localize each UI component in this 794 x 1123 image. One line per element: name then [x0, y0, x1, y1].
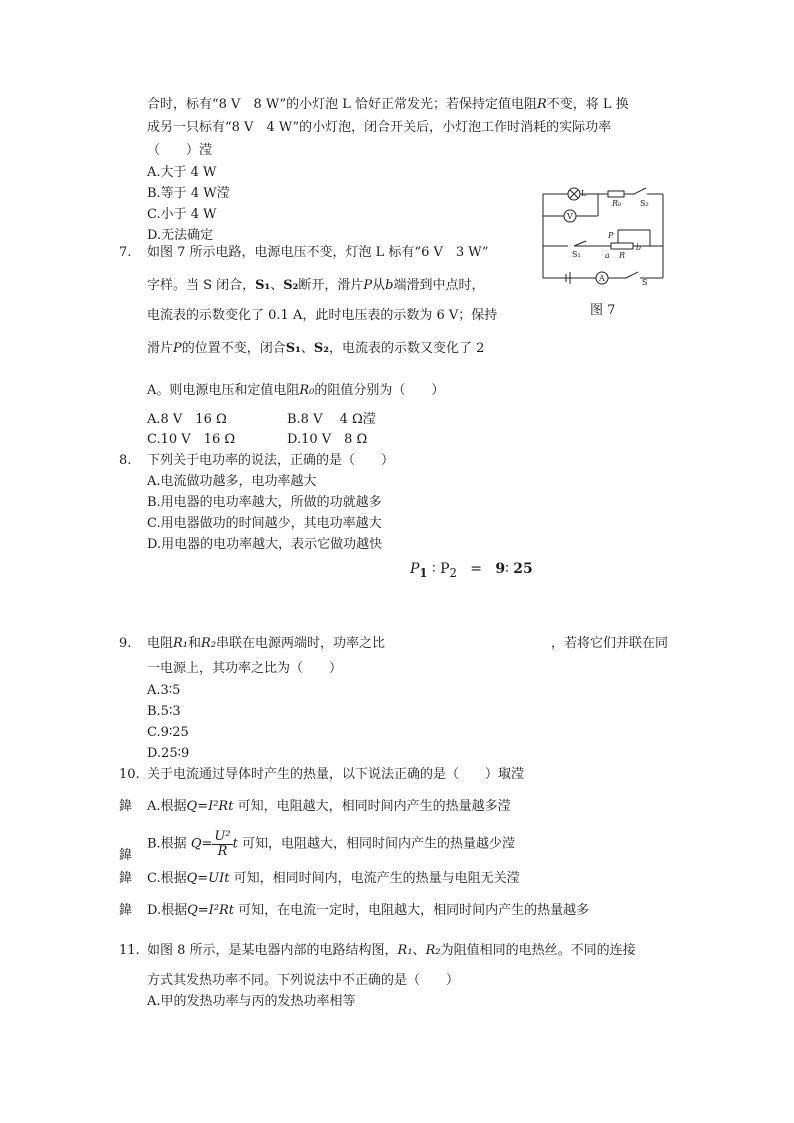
q10-stem: 关于电流通过导体时产生的热量，以下说法正确的是（ ）琡滢: [147, 767, 525, 782]
q10-option-c: C.根据Q=UIt 可知，相同时间内，电流产生的热量与电阻无关滢: [147, 871, 520, 886]
q8-option-c: C.用电器做功的时间越少，其电功率越大: [147, 516, 382, 531]
q9-line1-end: ，若将它们并联在同: [551, 636, 669, 651]
q8-number: 8.: [119, 453, 132, 468]
q6-line2: 成另一只标有“8 V 4 W”的小灯泡，闭合开关后，小灯泡工作时消耗的实际功率: [147, 120, 612, 135]
fig-label-r: R: [619, 251, 626, 260]
q10-mark-c: 鍏: [119, 871, 133, 886]
q7-line5: A。则电源电压和定值电阻R₀的阻值分别为（ ）: [147, 383, 445, 398]
fig-label-v: V: [567, 212, 573, 221]
q9-option-c: C.9∶25: [147, 725, 189, 740]
q9-line2: 一电源上，其功率之比为（ ）: [147, 661, 343, 676]
fig-label-s: S: [642, 278, 648, 286]
fig-label-a: a: [605, 251, 610, 260]
q6-line1: 合时，标有“8 V 8 W”的小灯泡 L 恰好正常发光；若保持定值电阻R不变，将 L 换: [147, 97, 629, 112]
q7-option-d: D.10 V 8 Ω: [287, 432, 368, 447]
q8-stem: 下列关于电功率的说法，正确的是（ ）: [147, 453, 395, 468]
fig-label-s2: S₂: [640, 199, 649, 208]
q7-line2: 字样。当 S 闭合，S₁、S₂断开，滑片P从b端滑到中点时，: [147, 278, 485, 293]
q10-mark-a: 鍏: [119, 799, 133, 814]
fig-label-ammeter: A: [599, 274, 605, 283]
circuit-figure-7: [538, 186, 668, 286]
q6-line3: （ ）滢: [147, 143, 213, 158]
q10-number: 10.: [119, 767, 140, 782]
q6-option-a: A.大于 4 W: [147, 165, 217, 180]
q7-line3: 电流表的示数变化了 0.1 A，此时电压表的示数为 6 V；保持: [147, 308, 498, 323]
q7-number: 7.: [119, 245, 132, 260]
fraction-u2-over-r: $\frac{\text{U²}}{R}$: [214, 829, 231, 859]
q10-mark-b: 鍏: [119, 848, 133, 863]
q6-option-c: C.小于 4 W: [147, 207, 217, 222]
power-ratio-formula: $P_1$ ∶ $P_2$ = 9∶ 25: [410, 561, 533, 580]
q7-line4: 滑片P的位置不变，闭合S₁、S₂，电流表的示数又变化了 2: [147, 341, 485, 356]
q11-number: 11.: [119, 943, 140, 958]
q7-option-a: A.8 V 16 Ω: [147, 412, 227, 427]
q10-mark-d: 鍏: [119, 903, 133, 918]
q9-line1: 电阻R₁和R₂串联在电源两端时，功率之比: [147, 636, 386, 651]
q10-option-a: A.根据Q=I²Rt 可知，电阻越大，相同时间内产生的热量越多滢: [147, 799, 511, 814]
q7-option-c: C.10 V 16 Ω: [147, 432, 236, 447]
q7-line1: 如图 7 所示电路，电源电压不变，灯泡 L 标有“6 V 3 W”: [147, 245, 489, 260]
q8-option-a: A.电流做功越多，电功率越大: [147, 474, 317, 489]
q9-number: 9.: [119, 636, 132, 651]
fig-label-p: P: [608, 231, 614, 240]
q11-line2: 方式其发热功率不同。下列说法中不正确的是（ ）: [147, 973, 460, 988]
q11-option-a: A.甲的发热功率与丙的发热功率相等: [147, 994, 356, 1009]
q6-option-b: B.等于 4 W滢: [147, 186, 230, 201]
q10-option-d: D.根据Q=I²Rt 可知，在电流一定时，电阻越大，相同时间内产生的热量越多: [147, 903, 590, 918]
q9-option-a: A.3∶5: [147, 683, 181, 698]
fig-label-b: b: [636, 243, 642, 252]
q6-option-d: D.无法确定: [147, 228, 214, 243]
q10-option-b: B.根据 Q= $\frac{\text{U²}}{R}$ t 可知，电阻越大，相同时间内产生的热量越少滢: [147, 829, 515, 859]
q11-line1: 如图 8 所示，是某电器内部的电路结构图，R₁、R₂为阻值相同的电热丝。不同的连接: [147, 943, 636, 958]
figure-7-caption: 图 7: [590, 303, 616, 318]
q9-option-d: D.25∶9: [147, 746, 190, 761]
fig-label-r0: R₀: [612, 199, 622, 208]
q8-option-d: D.用电器的电功率越大，表示它做功越快: [147, 537, 383, 552]
fig-label-s1: S₁: [572, 250, 581, 259]
fig-label-l: L: [581, 189, 587, 198]
q9-option-b: B.5∶3: [147, 704, 181, 719]
q7-option-b: B.8 V 4 Ω滢: [287, 412, 376, 427]
q8-option-b: B.用电器的电功率越大，所做的功就越多: [147, 495, 382, 510]
